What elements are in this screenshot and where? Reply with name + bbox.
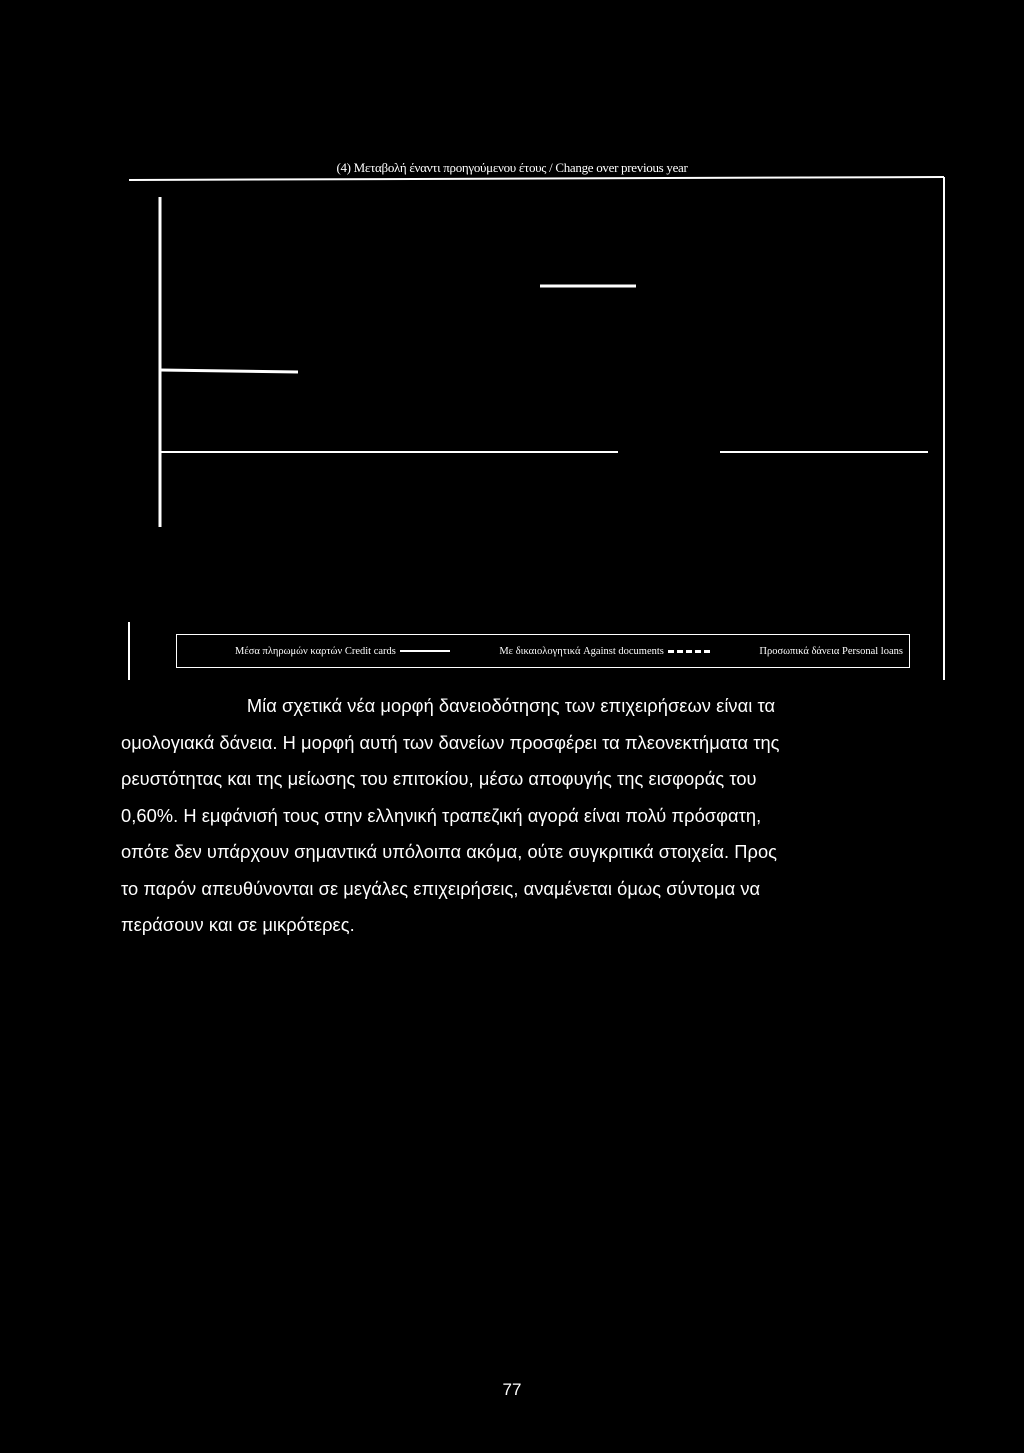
legend-item-against-documents: [499, 646, 710, 657]
page-number: 77: [502, 1380, 522, 1399]
paragraph-line: οπότε δεν υπάρχουν σημαντικά υπόλοιπα ακόμα, ούτε συγκριτικά στοιχεία. Προς: [121, 841, 778, 862]
series-segment-1: [160, 370, 298, 372]
legend-swatch-solid: [400, 650, 450, 652]
paragraph-line: ρευστότητας και της μείωσης του επιτοκίου, μέσω αποφυγής της εισφοράς του: [121, 768, 757, 789]
chart-svg: [0, 0, 1024, 700]
legend-label: Μέσα πληρωμών καρτών Credit cards: [235, 645, 396, 657]
paragraph-line: περάσουν και σε μικρότερες.: [121, 914, 355, 935]
paragraph-line: το παρόν απευθύνονται σε μεγάλες επιχειρήσεις, αναμένεται όμως σύντομα να: [121, 877, 761, 899]
legend-label: Προσωπικά δάνεια Personal loans: [759, 645, 903, 657]
paragraph-line: 0,60%. Η εμφάνισή τους στην ελληνική τραπεζική αγορά είναι πολύ πρόσφατη,: [121, 804, 762, 826]
paragraph-line: Μία σχετικά νέα μορφή δανειοδότησης των επιχειρήσεων είναι τα: [246, 695, 776, 716]
chart-legend: [176, 634, 910, 668]
chart-title: (4) Μεταβολή έναντι προηγούμενου έτους / Change over previous year: [336, 160, 688, 175]
legend-item-personal-loans: [759, 646, 903, 657]
body-paragraph: [121, 688, 901, 944]
frame-top: [129, 177, 944, 180]
paragraph-line: ομολογιακά δάνεια. Η μορφή αυτή των δανείων προσφέρει τα πλεονεκτήματα της: [121, 731, 780, 753]
legend-swatch-dashed: [668, 650, 710, 653]
legend-item-credit-cards: [235, 646, 450, 657]
legend-label: Με δικαιολογητικά Against documents: [499, 645, 664, 657]
